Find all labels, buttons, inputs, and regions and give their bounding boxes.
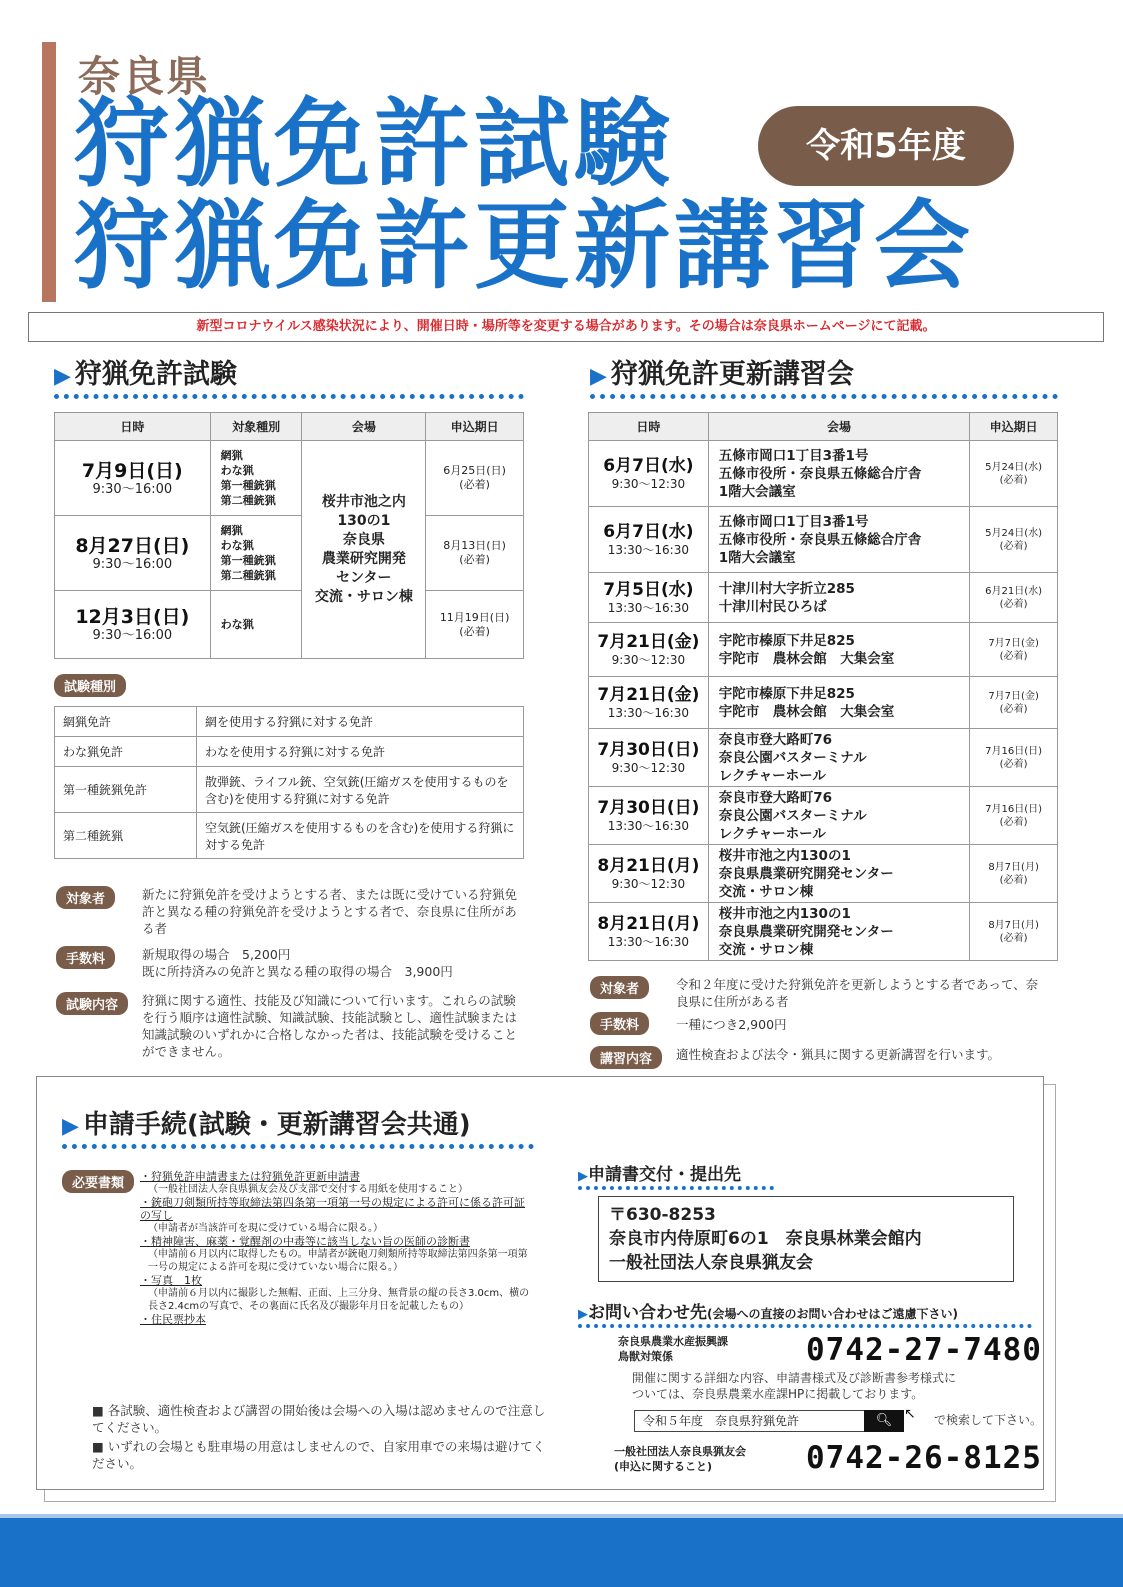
exam-deadline: 8月13日(日) <box>443 539 506 552</box>
exam-venue: 桜井市池之内 130の1 奈良県 農業研究開発 センター 交流・サロン棟 <box>302 441 426 659</box>
renewal-time: 13:30～16:30 <box>607 601 689 615</box>
type-name: 第二種銃猟 <box>55 813 197 859</box>
exam-date: 8月27日(日) <box>75 534 190 557</box>
renewal-deadline-note: (必着) <box>999 703 1028 715</box>
exam-deadline-note: (必着) <box>459 553 490 566</box>
exam-time: 9:30～16:00 <box>92 481 173 497</box>
type-desc: 空気銃(圧縮ガスを使用するものを含む)を使用する狩猟に対する免許 <box>197 813 524 859</box>
type-desc: わなを使用する狩猟に対する免許 <box>197 737 524 767</box>
renewal-date: 7月21日(金) <box>597 632 700 652</box>
note-item: ■ いずれの会場とも駐車場の用意はしませんので、自家用車での来場は避けてください。 <box>92 1439 546 1471</box>
renewal-col-venue: 会場 <box>708 413 969 441</box>
submit-heading: ▶申請書交付・提出先 <box>578 1165 741 1185</box>
exam-deadline-note: (必着) <box>459 624 490 638</box>
table-row <box>589 845 1058 903</box>
renewal-venue-line: 宇陀市榛原下井足825 <box>718 685 855 702</box>
square-bullet-icon: ■ <box>92 1403 108 1418</box>
procedure-heading: ▶ 申請手続(試験・更新講習会共通) <box>62 1110 471 1140</box>
cursor-click-icon: ↖ <box>904 1406 916 1422</box>
postal-code: 〒630-8253 <box>609 1205 716 1225</box>
exam-col-date: 日時 <box>55 413 211 441</box>
square-bullet-icon: ■ <box>92 1439 108 1454</box>
exam-content-tag: 試験内容 <box>56 992 128 1015</box>
exam-kind: 第一種銃猟 <box>220 479 276 492</box>
doc-detail: （申請者が当該許可を現に受けている場合に限る。） <box>148 1223 383 1234</box>
dept2: 一般社団法人奈良県猟友会 (申込に関すること) <box>614 1445 746 1473</box>
type-desc: 散弾銃、ライフル銃、空気銃(圧縮ガスを使用するものを含む)を使用する狩猟に対する免許 <box>197 767 524 813</box>
submit-address-box <box>598 1196 1014 1282</box>
renewal-deadline-note: (必着) <box>999 874 1028 886</box>
exam-kind: 第一種銃猟 <box>220 554 276 567</box>
renewal-target-text: 令和２年度に受けた狩猟免許を更新しようとする者であって、奈良県に住所がある者 <box>676 977 1039 1009</box>
exam-fee-line1: 新規取得の場合 5,200円 <box>142 947 291 962</box>
exam-kind: 第二種銃猟 <box>220 569 276 582</box>
exam-fee-tag: 手数料 <box>56 946 115 969</box>
exam-fee-line2: 既に所持済みの免許と異なる種の取得の場合 3,900円 <box>142 964 453 979</box>
exam-col-kind: 対象種別 <box>210 413 302 441</box>
table-row <box>55 813 524 859</box>
renewal-venue-line: 五條市役所・奈良県五條総合庁舎 <box>718 531 922 548</box>
docs-list <box>140 1170 532 1326</box>
exam-heading-dots <box>54 394 524 399</box>
type-desc: 網を使用する狩猟に対する免許 <box>197 707 524 737</box>
doc-detail: （申請前６月以内に撮影した無帽、正面、上三分身、無背景の縦の長さ3.0cm、横の長さ2.4cmの写真で、その裏面に氏名及び撮影年月日を記載したもの） <box>148 1288 530 1312</box>
title-exam: 狩猟免許試験 <box>74 88 674 200</box>
renewal-date: 8月21日(月) <box>597 856 700 876</box>
renewal-deadline-note: (必着) <box>999 932 1028 944</box>
renewal-deadline-note: (必着) <box>999 474 1028 486</box>
search-input: 令和５年度 奈良県狩猟免許 <box>634 1410 870 1432</box>
table-row <box>589 729 1058 787</box>
exam-heading: ▶ 狩猟免許試験 <box>54 359 237 390</box>
renewal-heading: ▶ 狩猟免許更新講習会 <box>590 359 854 390</box>
submit-heading-dots <box>578 1186 774 1190</box>
renewal-deadline: 5月24日(水) <box>985 461 1043 473</box>
table-row <box>55 516 524 591</box>
renewal-fee-text: 一種につき2,900円 <box>676 1017 787 1032</box>
exam-deadline-note: (必着) <box>459 478 490 491</box>
renewal-deadline: 5月24日(水) <box>985 527 1043 539</box>
triangle-icon: ▶ <box>578 1169 588 1184</box>
renewal-venue-line: 奈良県農業研究開発センター <box>718 865 894 882</box>
phone-number-1: 0742-27-7480 <box>806 1332 1042 1368</box>
renewal-venue-line: 奈良市登大路町76 <box>718 731 833 748</box>
renewal-deadline-note: (必着) <box>999 650 1028 662</box>
types-tag: 試験種別 <box>54 674 126 697</box>
renewal-venue-line: 五條市役所・奈良県五條総合庁舎 <box>718 465 922 482</box>
organization: 一般社団法人奈良県猟友会 <box>609 1253 813 1273</box>
info-text: 開催に関する詳細な内容、申請書様式及び診断書参考様式に ついては、奈良県農業水産課HPに掲載しております。 <box>632 1371 957 1401</box>
renewal-venue-line: 五條市岡口1丁目3番1号 <box>718 513 869 530</box>
exam-target-tag: 対象者 <box>56 886 115 909</box>
renewal-deadline: 8月7日(月) <box>988 861 1039 873</box>
renewal-deadline: 6月21日(水) <box>985 585 1043 597</box>
exam-types-table <box>54 706 524 859</box>
table-row <box>55 767 524 813</box>
renewal-venue-line: 宇陀市榛原下井足825 <box>718 632 855 649</box>
table-row <box>589 441 1058 507</box>
triangle-icon: ▶ <box>590 364 607 389</box>
exam-col-venue: 会場 <box>302 413 426 441</box>
renewal-venue-line: レクチャーホール <box>718 825 826 842</box>
renewal-deadline-note: (必着) <box>999 816 1028 828</box>
exam-col-deadline: 申込期日 <box>426 413 524 441</box>
search-suffix: で検索して下さい。 <box>934 1413 1043 1427</box>
renewal-venue-line: 十津川村大字折立285 <box>718 580 855 597</box>
table-row <box>55 441 524 516</box>
doc-title: ・狩猟免許申請書または狩猟免許更新申請書 <box>140 1170 360 1183</box>
renewal-date: 7月30日(日) <box>597 740 700 760</box>
exam-time: 9:30～16:00 <box>92 628 173 643</box>
renewal-venue-line: 奈良県農業研究開発センター <box>718 923 894 940</box>
renewal-col-date: 日時 <box>589 413 709 441</box>
renewal-deadline-note: (必着) <box>999 758 1028 770</box>
phone-number-2: 0742-26-8125 <box>806 1440 1042 1476</box>
table-row <box>589 623 1058 677</box>
triangle-icon: ▶ <box>62 1114 79 1139</box>
renewal-venue-line: レクチャーホール <box>718 767 826 784</box>
covid-notice: 新型コロナウイルス感染状況により、開催日時・場所等を変更する場合があります。その場合は奈良県ホームページにて記載。 <box>28 312 1104 342</box>
renewal-venue-line: 桜井市池之内130の1 <box>718 847 851 864</box>
triangle-icon: ▶ <box>578 1307 588 1322</box>
renewal-deadline: 7月16日(日) <box>985 745 1043 757</box>
table-row <box>589 677 1058 729</box>
exam-kind: わな猟 <box>220 464 254 477</box>
renewal-date: 7月30日(日) <box>597 798 700 818</box>
exam-kind: 網猟 <box>220 524 243 537</box>
doc-detail: （申請前６月以内に取得したもの。申請者が銃砲刀剣類所持等取締法第四条第一項第一号の規定による許可を現に受けていない場合に限る。） <box>148 1249 528 1273</box>
renewal-deadline: 7月16日(日) <box>985 803 1043 815</box>
renewal-venue-line: 宇陀市 農林会館 大集会室 <box>718 650 895 667</box>
title-renewal: 狩猟免許更新講習会 <box>74 190 974 302</box>
table-row <box>589 573 1058 623</box>
renewal-time: 9:30～12:30 <box>611 653 686 667</box>
renewal-deadline: 7月7日(金) <box>988 637 1039 649</box>
prefecture-name: 奈良県 <box>78 52 211 101</box>
exam-target-text: 新たに狩猟免許を受けようとする者、または既に受けている狩猟免許と異なる種の狩猟免許を受けようとする者で、奈良県に住所がある者 <box>142 887 518 936</box>
table-row <box>55 591 524 659</box>
table-row <box>589 787 1058 845</box>
exam-content-text: 狩猟に関する適性、技能及び知識について行います。これらの試験を行う順序は適性試験、知識試験、技能試験とし、適性試験または知識試験のいずれかに合格しなかった者は、技能試験を受けることができません。 <box>142 993 518 1059</box>
renewal-col-deadline: 申込期日 <box>970 413 1058 441</box>
renewal-time: 13:30～16:30 <box>607 706 689 720</box>
renewal-time: 9:30～12:30 <box>611 477 686 491</box>
renewal-time: 13:30～16:30 <box>607 819 689 833</box>
renewal-venue-line: 宇陀市 農林会館 大集会室 <box>718 703 895 720</box>
renewal-venue-line: 1階大会議室 <box>718 549 796 566</box>
exam-kind: 第二種銃猟 <box>220 494 276 507</box>
renewal-date: 8月21日(月) <box>597 914 700 934</box>
contact-heading-dots <box>578 1324 1032 1328</box>
renewal-time: 9:30～12:30 <box>611 761 686 775</box>
table-row <box>55 737 524 767</box>
renewal-content-text: 適性検査および法令・猟具に関する更新講習を行います。 <box>676 1047 1001 1062</box>
renewal-venue-line: 奈良公園バスターミナル <box>718 807 867 824</box>
exam-deadline: 6月25日(日) <box>443 464 506 477</box>
renewal-venue-line: 1階大会議室 <box>718 483 796 500</box>
renewal-target-tag: 対象者 <box>590 976 649 999</box>
search-icon: 🔍︎ <box>864 1410 904 1432</box>
table-row <box>55 707 524 737</box>
renewal-date: 7月5日(水) <box>603 580 694 600</box>
renewal-deadline: 8月7日(月) <box>988 919 1039 931</box>
doc-detail: （一般社団法人奈良県猟友会及び支部で交付する用紙を使用すること） <box>148 1184 468 1195</box>
type-name: 網猟免許 <box>55 707 197 737</box>
exam-kind: わな猟 <box>220 618 254 631</box>
contact-heading: ▶お問い合わせ先(会場への直接のお問い合わせはご遠慮下さい) <box>578 1303 958 1323</box>
renewal-date: 6月7日(水) <box>603 456 694 476</box>
exam-kind: 網猟 <box>220 449 243 462</box>
renewal-time: 13:30～16:30 <box>607 543 689 557</box>
doc-title: ・精神障害、麻薬・覚醒剤の中毒等に該当しない旨の医師の診断書 <box>140 1235 470 1248</box>
renewal-venue-line: 交流・サロン棟 <box>718 883 814 900</box>
footer-bar <box>0 1518 1123 1587</box>
exam-date: 12月3日(日) <box>75 606 190 628</box>
doc-title: ・写真 1枚 <box>140 1274 202 1287</box>
header-accent-bar <box>42 42 56 302</box>
note-item: ■ 各試験、適性検査および講習の開始後は会場への入場は認めませんので注意してください。 <box>92 1403 546 1435</box>
procedure-notes <box>92 1402 552 1472</box>
renewal-deadline-note: (必着) <box>999 540 1028 552</box>
type-name: 第一種銃猟免許 <box>55 767 197 813</box>
renewal-venue-line: 奈良公園バスターミナル <box>718 749 867 766</box>
exam-kind: わな猟 <box>220 539 254 552</box>
docs-tag: 必要書類 <box>62 1170 134 1193</box>
renewal-venue-line: 五條市岡口1丁目3番1号 <box>718 447 869 464</box>
renewal-fee-tag: 手数料 <box>590 1012 649 1035</box>
renewal-time: 9:30～12:30 <box>611 877 686 891</box>
renewal-venue-line: 十津川村民ひろば <box>718 598 827 615</box>
table-row <box>589 507 1058 573</box>
renewal-time: 13:30～16:30 <box>607 935 689 949</box>
renewal-deadline-note: (必着) <box>999 598 1028 610</box>
table-row <box>589 903 1058 961</box>
address: 奈良市内侍原町6の1 奈良県林業会館内 <box>609 1229 922 1249</box>
procedure-heading-dots <box>62 1144 534 1149</box>
renewal-venue-line: 交流・サロン棟 <box>718 941 814 958</box>
renewal-date: 6月7日(水) <box>603 522 694 542</box>
renewal-content-tag: 講習内容 <box>590 1046 662 1069</box>
year-badge: 令和5年度 <box>758 106 1014 186</box>
doc-title: ・銃砲刀剣類所持等取締法第四条第一項第一号の規定による許可に係る許可証の写し <box>140 1196 525 1222</box>
renewal-schedule-table <box>588 412 1058 961</box>
renewal-venue-line: 桜井市池之内130の1 <box>718 905 851 922</box>
renewal-deadline: 7月7日(金) <box>988 690 1039 702</box>
type-name: わな猟免許 <box>55 737 197 767</box>
exam-deadline: 11月19日(日) <box>439 610 510 624</box>
triangle-icon: ▶ <box>54 364 71 389</box>
doc-title: ・住民票抄本 <box>140 1313 206 1326</box>
renewal-date: 7月21日(金) <box>597 685 700 705</box>
renewal-heading-dots <box>590 394 1058 399</box>
dept1: 奈良県農業水産振興課 鳥獣対策係 <box>618 1335 728 1363</box>
renewal-venue-line: 奈良市登大路町76 <box>718 789 833 806</box>
exam-time: 9:30～16:00 <box>92 556 173 572</box>
exam-schedule-table <box>54 412 524 659</box>
exam-date: 7月9日(日) <box>81 459 183 482</box>
